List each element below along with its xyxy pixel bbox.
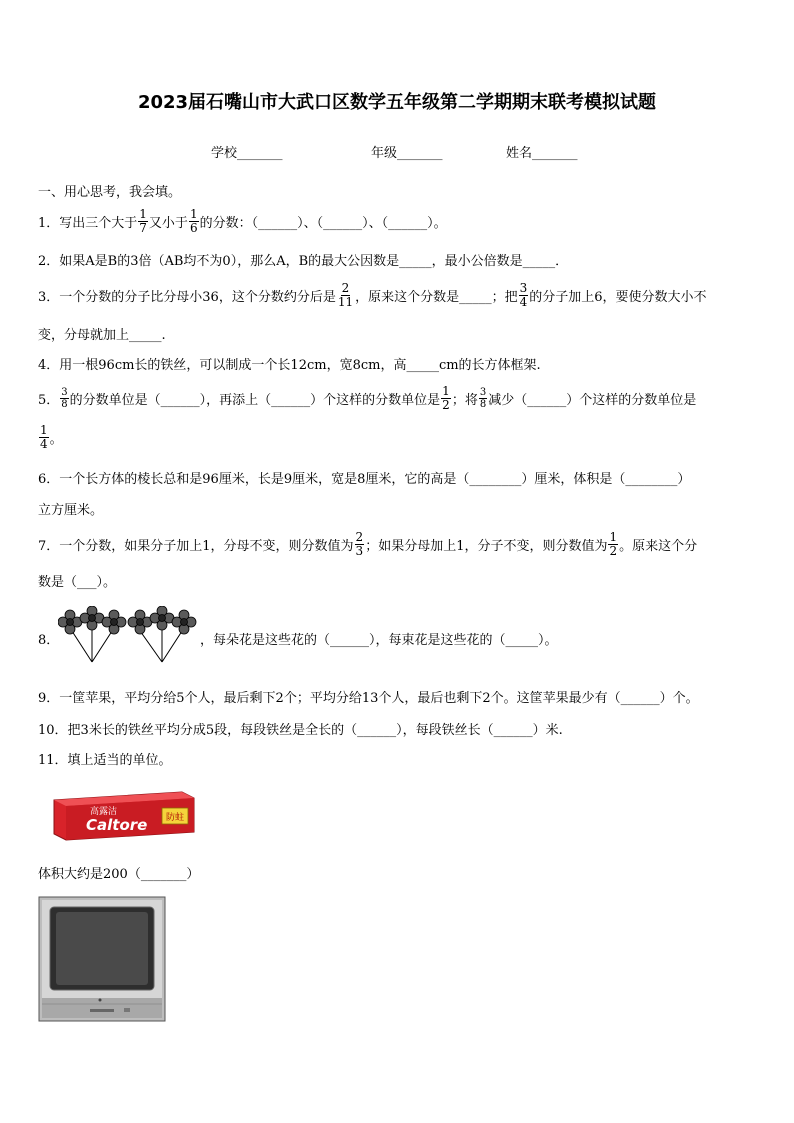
toothpaste-brand: Caltore (86, 816, 148, 834)
flower (80, 606, 104, 630)
name-field: 姓名_______ (506, 146, 578, 161)
flower (128, 610, 152, 634)
television-image (38, 896, 168, 1024)
flower (102, 610, 126, 634)
page-title: 2023届石嘴山市大武口区数学五年级第二学期期末联考模拟试题 (137, 92, 657, 113)
fraction: $\frac{3}{4}$ (519, 280, 528, 309)
question-3 (38, 278, 707, 312)
flowers-image (58, 606, 198, 664)
toothpaste-image (50, 786, 196, 842)
question-3-line2: 变，分母就加上_____. (38, 328, 166, 343)
fraction: $\frac{2}{3}$ (355, 529, 364, 558)
fraction: $\frac{1}{6}$ (189, 206, 198, 235)
q7-text-a: 7．一个分数，如果分子加上1，分母不变，则分数值为 (38, 538, 354, 554)
q7-text-c: 。原来这个分 (619, 538, 698, 554)
flower (172, 610, 196, 634)
fraction: $\frac{3}{8}$ (479, 386, 487, 410)
question-5 (38, 381, 696, 415)
q1-text-a: 1．写出三个大于 (38, 215, 138, 231)
question-11: 11．填上适当的单位。 (38, 753, 172, 768)
question-9: 9．一筐苹果，平均分给5个人，最后剩下2个；平均分给13个人，最后也剩下2个。这筐苹果最少有（______）个。 (38, 691, 699, 706)
fraction: $\frac{1}{4}$ (40, 422, 48, 451)
question-5-line2 (38, 420, 63, 454)
q7-text-b: ；如果分母加上1，分子不变，则分数值为 (365, 538, 608, 554)
q5-text-a: 5． (38, 392, 60, 408)
fraction: $\frac{1}{7}$ (139, 206, 147, 235)
toothpaste-brand-cn: 高露洁 (90, 807, 118, 817)
q5-text-e: 。 (49, 431, 63, 447)
question-7 (38, 527, 697, 561)
grade-field: 年级_______ (371, 146, 443, 161)
q3-text-a: 3．一个分数的分子比分母小36，这个分数约分后是 (38, 289, 336, 305)
question-2: 2．如果A是B的3倍（AB均不为0），那么A，B的最大公因数是_____，最小公倍数是_____． (38, 254, 569, 269)
section-heading: 一、用心思考，我会填。 (38, 185, 182, 200)
question-1 (38, 204, 447, 238)
question-6-line2: 立方厘米。 (38, 503, 104, 518)
toothpaste-badge: 防蛀 (165, 813, 185, 823)
question-6: 6．一个长方体的棱长总和是96厘米，长是9厘米，宽是8厘米，它的高是（________）厘米，体积是（________） (38, 472, 691, 487)
question-7-line2: 数是（___）。 (38, 575, 117, 590)
q1-text-b: 又小于 (148, 215, 188, 231)
question-10: 10．把3米长的铁丝平均分成5段，每段铁丝是全长的（______），每段铁丝长（______）米. (38, 723, 563, 738)
question-4: 4．用一根96cm长的铁丝，可以制成一个长12cm，宽8cm，高_____cm的长方体框架. (38, 358, 541, 373)
fraction: $\frac{3}{8}$ (61, 386, 68, 410)
q5-text-d: 减少（______）个这样的分数单位是 (488, 392, 697, 408)
volume-line: 体积大约是200（_______） (38, 867, 200, 882)
flower (150, 606, 174, 630)
q1-text-c: 的分数：（______）、（______）、（______）。 (199, 215, 447, 231)
fraction: $\frac{1}{2}$ (609, 529, 618, 558)
school-field: 学校_______ (211, 146, 283, 161)
q3-text-c: 的分子加上6，要使分数大小不 (529, 289, 707, 305)
q5-text-b: 的分数单位是（______），再添上（______）个这样的分数单位是 (69, 392, 441, 408)
question-8-text: ，每朵花是这些花的（______），每束花是这些花的（_____）。 (200, 633, 558, 648)
fraction: $\frac{2}{11}$ (337, 280, 354, 309)
q5-text-c: ；将 (451, 392, 478, 408)
flower (58, 610, 82, 634)
question-8-number: 8． (38, 633, 60, 648)
fraction: $\frac{1}{2}$ (442, 383, 450, 412)
q3-text-b: ，原来这个分数是_____；把 (355, 289, 518, 305)
